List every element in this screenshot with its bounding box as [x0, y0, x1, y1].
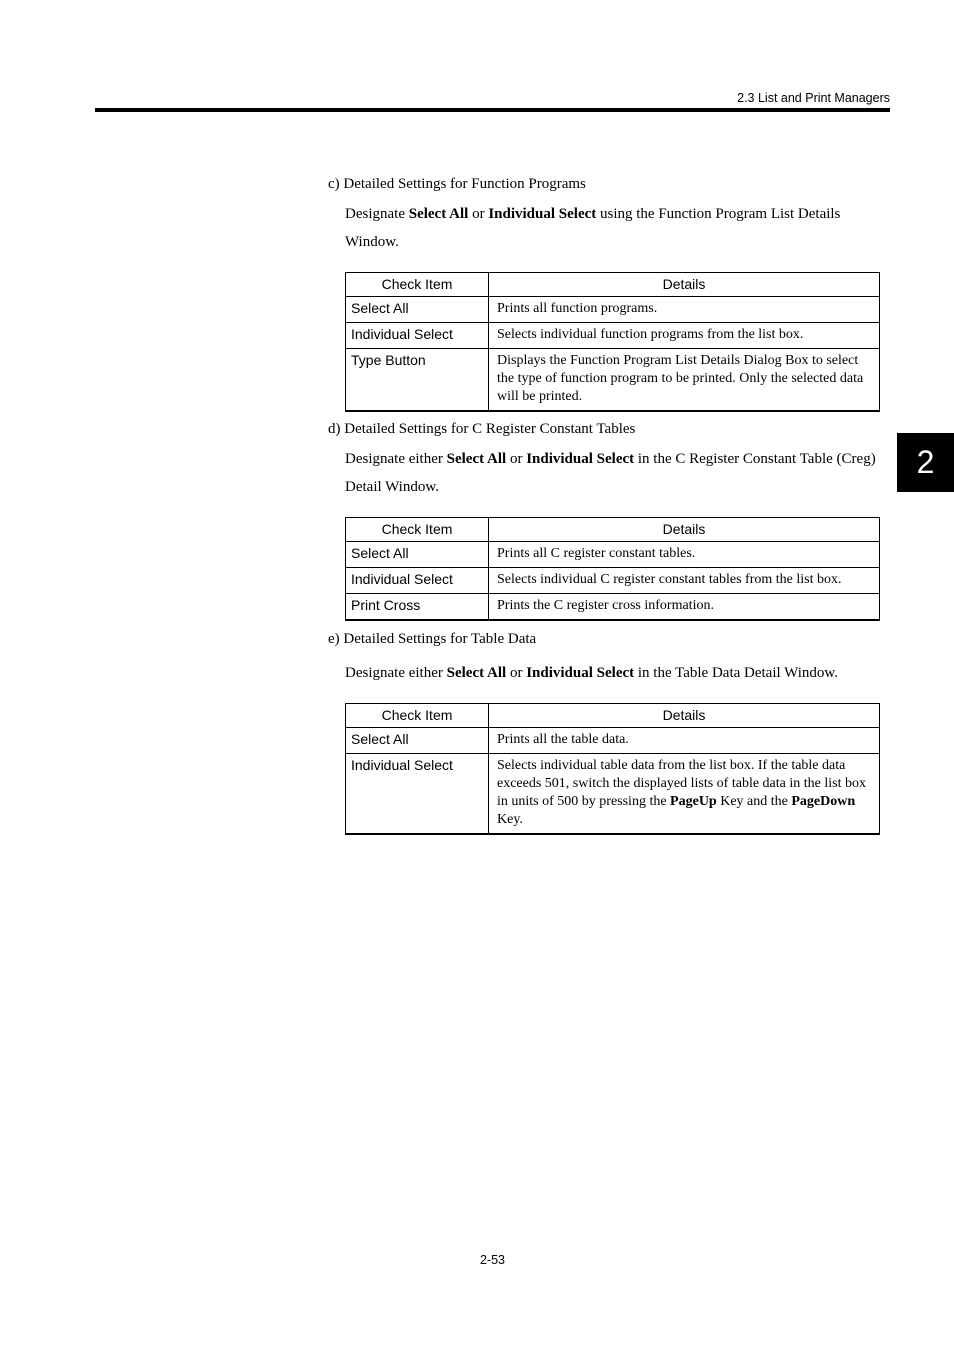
table-cell-item: Print Cross [346, 594, 489, 621]
table-cell-item: Individual Select [346, 568, 489, 594]
section-c-paragraph [345, 200, 885, 256]
para-text: in the Table Data Detail Window. [634, 665, 838, 681]
cell-text: Selects individual table data from the list box. If the table data exceeds 501, switch the displayed lists of table data in the list box in units of 500 by pressing the [497, 758, 866, 809]
table-row [346, 754, 880, 835]
cell-bold: PageUp [670, 794, 717, 809]
page-number: 2-53 [479, 1253, 506, 1267]
section-d-heading: d) Detailed Settings for C Register Constant Tables [328, 421, 636, 437]
table-cell-details: Selects individual C register constant tables from the list box. [489, 568, 880, 594]
table-row [346, 728, 880, 754]
running-header: 2.3 List and Print Managers [737, 91, 890, 105]
table-header-row [346, 704, 880, 728]
table-header-check-item: Check Item [346, 704, 489, 728]
table-row [346, 594, 880, 621]
section-c-heading: c) Detailed Settings for Function Programs [328, 176, 586, 192]
table-data-table [345, 703, 880, 835]
table-header-check-item: Check Item [346, 518, 489, 542]
table-header-details: Details [489, 518, 880, 542]
section-d-paragraph [345, 445, 885, 501]
table-header-row [346, 273, 880, 297]
para-text: or [468, 206, 489, 222]
table-row [346, 323, 880, 349]
header-rule [95, 108, 890, 112]
table-cell-item: Select All [346, 297, 489, 323]
para-bold: Individual Select [526, 451, 635, 467]
para-bold: Individual Select [488, 206, 597, 222]
table-cell-item: Individual Select [346, 323, 489, 349]
c-register-table [345, 517, 880, 621]
table-cell-details: Selects individual function programs from the list box. [489, 323, 880, 349]
para-bold: Individual Select [526, 665, 635, 681]
table-cell-details: Prints all function programs. [489, 297, 880, 323]
function-program-table [345, 272, 880, 412]
para-text: using the Function Program List Details Window. [345, 206, 841, 250]
cell-text: Key. [497, 812, 523, 827]
cell-bold: PageDown [791, 794, 856, 809]
table-row [346, 542, 880, 568]
table-cell-item: Select All [346, 542, 489, 568]
table-header-row [346, 518, 880, 542]
para-text: or [506, 665, 527, 681]
para-bold: Select All [408, 206, 469, 222]
table-row [346, 568, 880, 594]
chapter-tab: 2 [897, 433, 954, 492]
table-header-check-item: Check Item [346, 273, 489, 297]
table-cell-item: Select All [346, 728, 489, 754]
para-text: Designate either [345, 451, 447, 467]
para-text: Designate either [345, 665, 447, 681]
table-row [346, 297, 880, 323]
table-cell-details: Prints all the table data. [489, 728, 880, 754]
cell-text: Key and the [716, 794, 792, 809]
table-cell-item: Individual Select [346, 754, 489, 835]
para-text: Designate [345, 206, 409, 222]
table-cell-item: Type Button [346, 349, 489, 412]
para-bold: Select All [446, 451, 507, 467]
table-header-details: Details [489, 704, 880, 728]
para-text: or [506, 451, 527, 467]
table-cell-details [489, 754, 880, 835]
table-header-details: Details [489, 273, 880, 297]
table-cell-details: Prints all C register constant tables. [489, 542, 880, 568]
para-text: in the C Register Constant Table (Creg) Detail Window. [345, 451, 876, 495]
table-cell-details: Displays the Function Program List Details Dialog Box to select the type of function program to be printed. Only the selected data will be printed. [489, 349, 880, 412]
section-e-paragraph [345, 659, 885, 687]
para-bold: Select All [446, 665, 507, 681]
table-row [346, 349, 880, 412]
section-e-heading: e) Detailed Settings for Table Data [328, 631, 537, 647]
table-cell-details: Prints the C register cross information. [489, 594, 880, 621]
